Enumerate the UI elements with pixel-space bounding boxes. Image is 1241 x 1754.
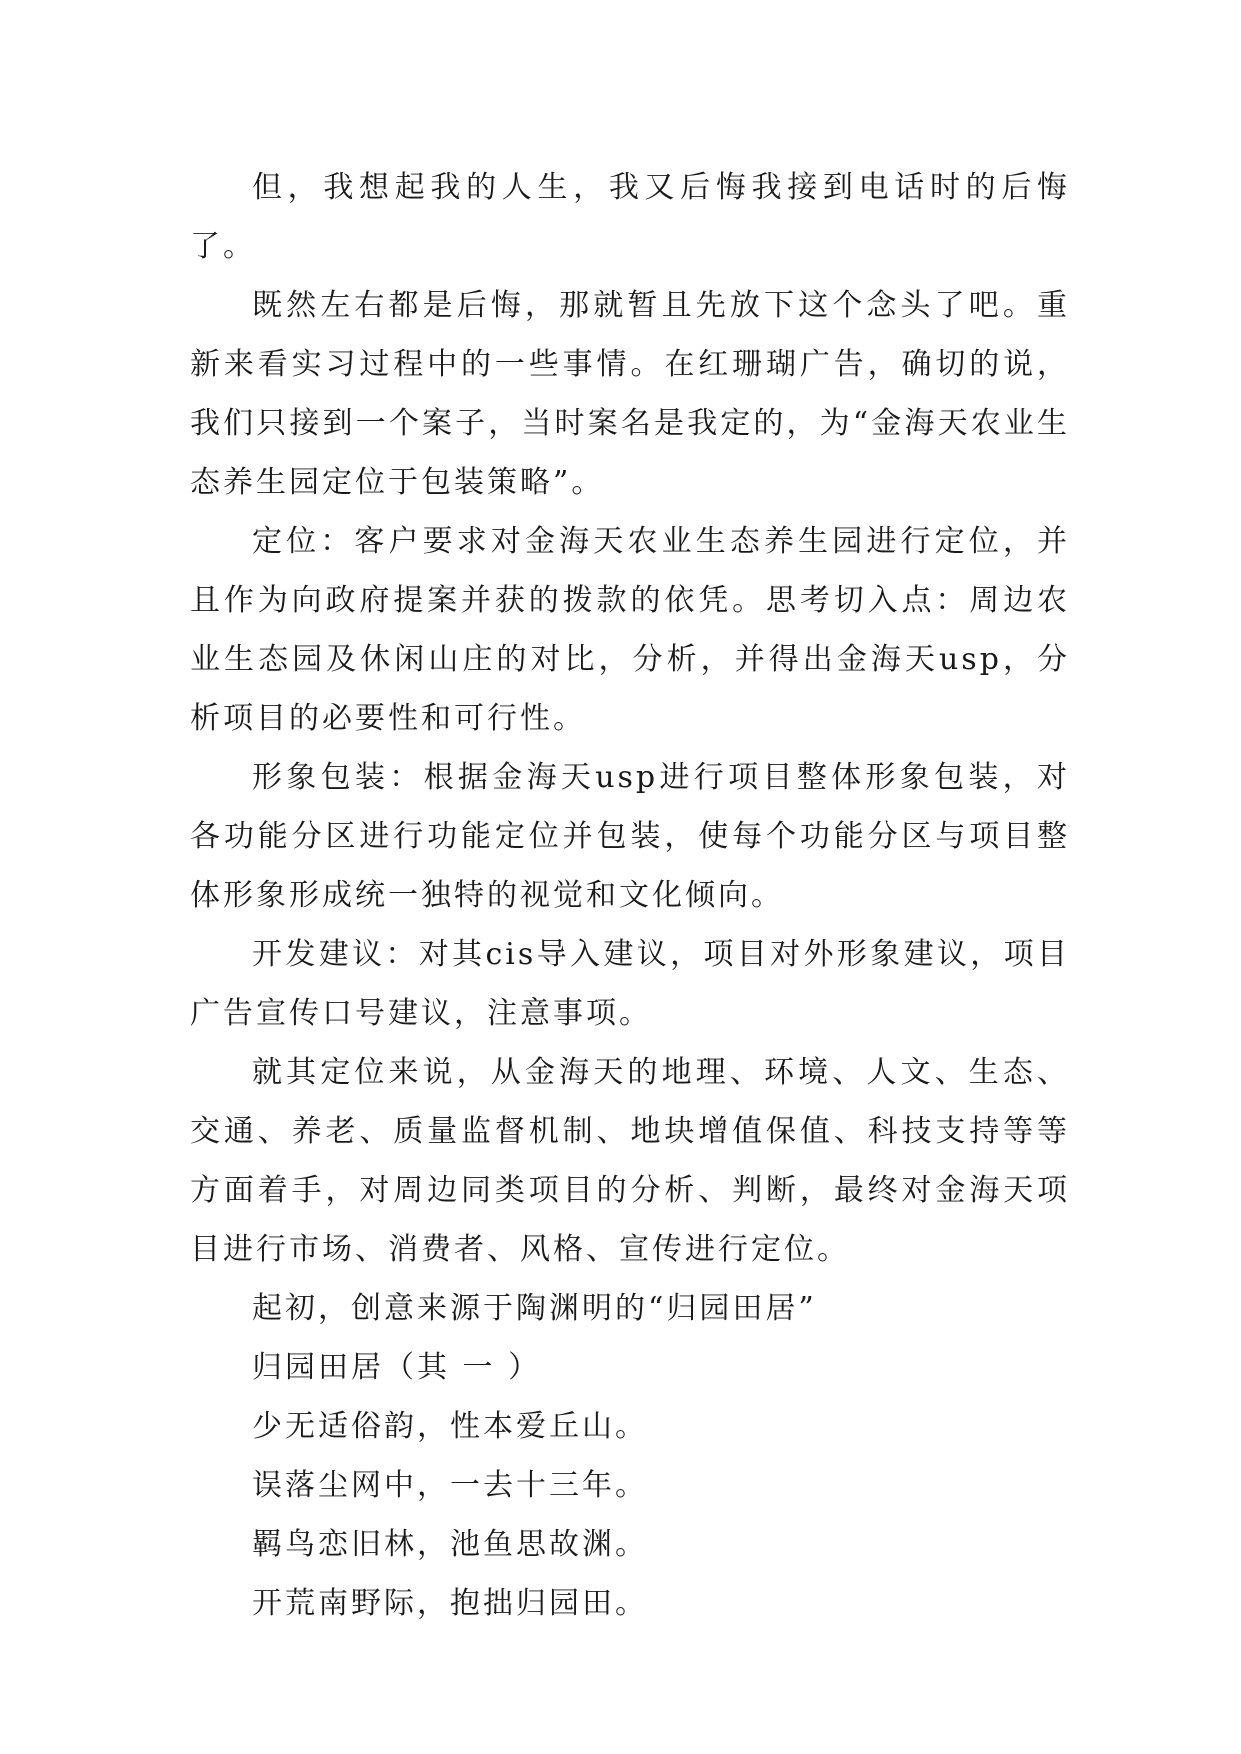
paragraph: 起初，创意来源于陶渊明的“归园田居” — [252, 1291, 817, 1326]
poem-title: 归园田居（其 一 ） — [252, 1350, 542, 1385]
poem-line: 少无适俗韵，性本爱丘山。 — [252, 1409, 648, 1444]
paragraph: 形象包装：根据金海天usp进行项目整体形象包装，对各功能分区进行功能定位并包装，使每个功能分区与项目整体形象形成统一独特的视觉和文化倾向。 — [190, 760, 1070, 913]
paragraph: 就其定位来说，从金海天的地理、环境、人文、生态、交通、养老、质量监督机制、地块增值保值、科技支持等等方面着手，对周边同类项目的分析、判断，最终对金海天项目进行市场、消费者、风格、宣传进行定位。 — [190, 1055, 1070, 1267]
paragraph: 开发建议：对其cis导入建议，项目对外形象建议，项目广告宣传口号建议，注意事项。 — [190, 937, 1070, 1031]
paragraph: 既然左右都是后悔，那就暂且先放下这个念头了吧。重新来看实习过程中的一些事情。在红珊瑚广告，确切的说，我们只接到一个案子，当时案名是我定的，为“金海天农业生态养生园定位于包装策略”。 — [190, 288, 1070, 500]
paragraph: 但，我想起我的人生，我又后悔我接到电话时的后悔了。 — [190, 170, 1070, 264]
poem-line: 羁鸟恋旧林，池鱼思故渊。 — [252, 1527, 648, 1562]
poem-line: 开荒南野际，抱拙归园田。 — [252, 1586, 648, 1621]
paragraph: 定位：客户要求对金海天农业生态养生园进行定位，并且作为向政府提案并获的拨款的依凭。思考切入点：周边农业生态园及休闲山庄的对比，分析，并得出金海天usp，分析项目的必要性和可行性。 — [190, 524, 1070, 736]
document-page — [190, 158, 1070, 1633]
poem-line: 误落尘网中，一去十三年。 — [252, 1468, 648, 1503]
